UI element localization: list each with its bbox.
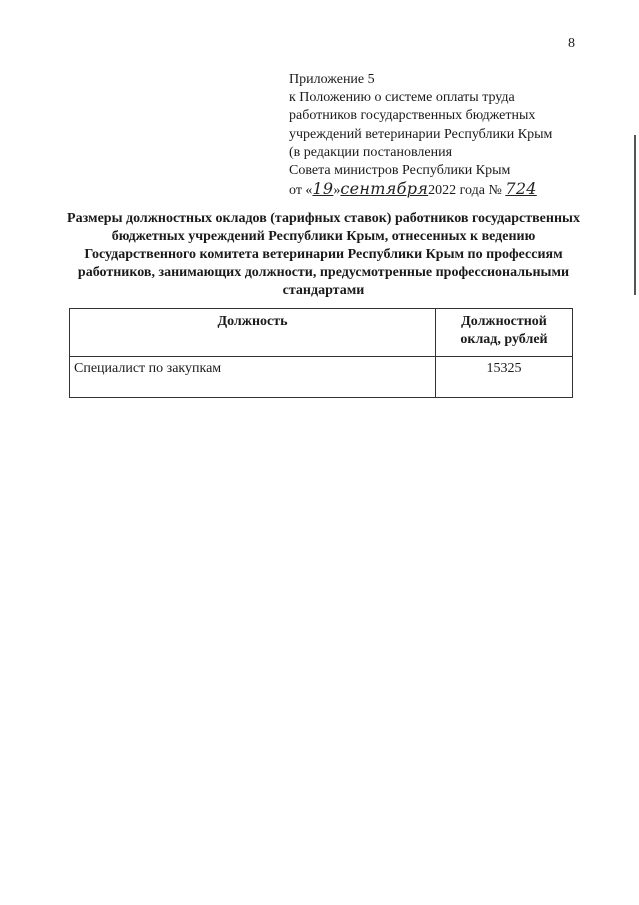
document-title: Размеры должностных окладов (тарифных ставок) работников государственных бюджетных учреждений Республики Крым, отнесенных к ведению Государственного комитета ветеринарии Республики Крым по профессиям работников, занимающих должности, предусмотренные профессиональными стандартами	[67, 211, 580, 298]
row-salary: 15325	[436, 357, 573, 398]
handwritten-month: сентября	[340, 179, 429, 199]
appendix-line-3: работников государственных бюджетных	[289, 108, 536, 124]
appendix-header	[289, 71, 589, 200]
table-header-row	[70, 309, 573, 357]
row-position: Специалист по закупкам	[70, 357, 436, 398]
salary-table	[69, 308, 573, 398]
table-row	[70, 357, 573, 398]
appendix-line-5: (в редакции постановления	[289, 144, 453, 160]
page-number: 8	[568, 36, 575, 51]
date-separator: »	[333, 183, 341, 199]
appendix-line-2: к Положению о системе оплаты труда	[289, 90, 515, 106]
header-salary: Должностной оклад, рублей	[436, 309, 573, 357]
date-prefix: от «	[289, 183, 313, 199]
header-position: Должность	[70, 309, 436, 357]
handwritten-number: 724	[505, 179, 537, 199]
appendix-line-6: Совета министров Республики Крым	[289, 163, 511, 179]
scan-edge-mark	[634, 135, 636, 295]
date-year-text: 2022 года №	[428, 183, 502, 199]
appendix-line-1: Приложение 5	[289, 72, 375, 87]
appendix-date-line	[289, 180, 589, 200]
handwritten-day: 19	[312, 179, 334, 199]
appendix-line-4: учреждений ветеринарии Республики Крым	[289, 126, 553, 142]
